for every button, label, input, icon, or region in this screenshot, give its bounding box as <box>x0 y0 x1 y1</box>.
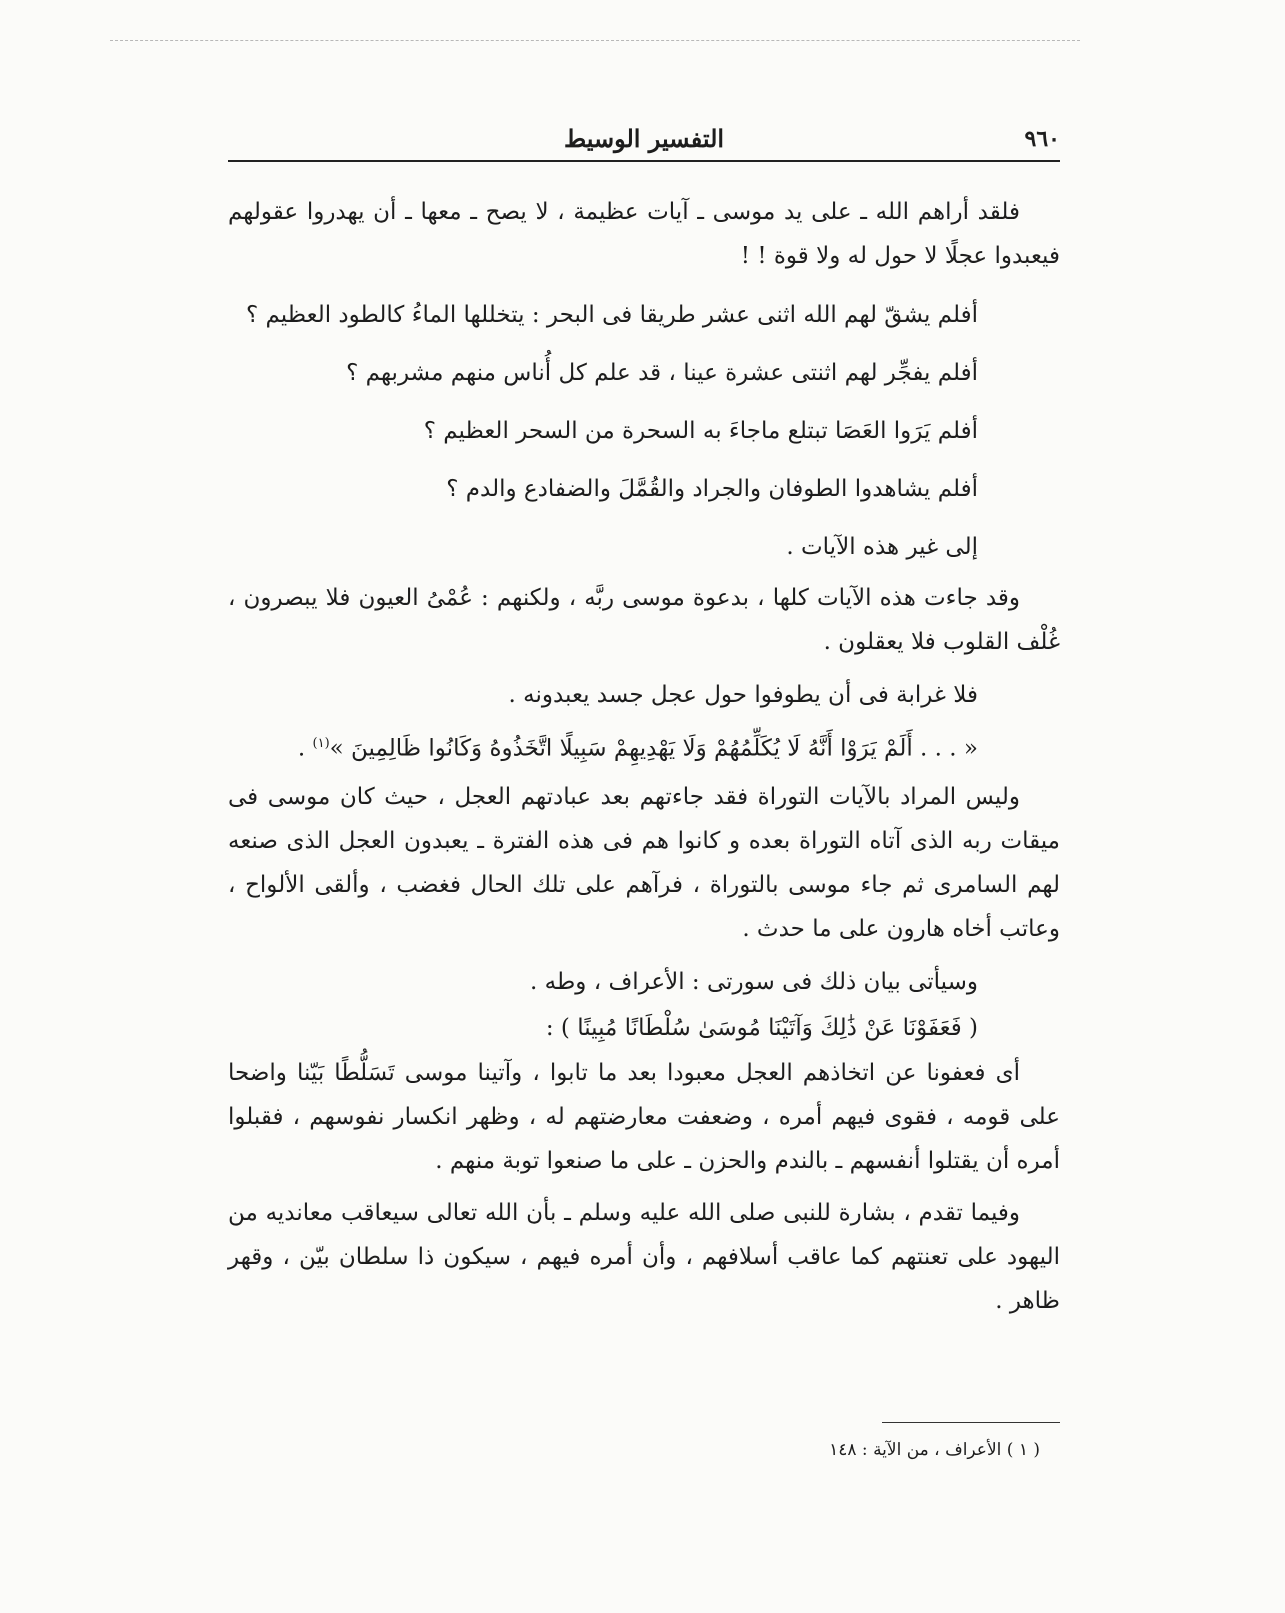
page-header <box>228 122 1060 160</box>
paragraph-1: فلقد أراهم الله ـ على يد موسى ـ آيات عظيمة ، لا يصح ـ معها ـ أن يهدروا عقولهم فيعبدوا عجلًا لا حول له ولا قوة ! ! <box>228 199 1060 269</box>
header-rule <box>228 160 1060 162</box>
book-page <box>228 0 1060 1613</box>
running-title: التفسير الوسيط <box>563 124 725 153</box>
question-4: أفلم يشاهدوا الطوفان والجراد والقُمَّلَ والضفادع والدم ؟ <box>446 476 978 502</box>
footnote-marker: (١) <box>312 736 330 751</box>
question-2: أفلم يفجِّر لهم اثنتى عشرة عينا ، قد علم كل أُناس منهم مشربهم ؟ <box>346 360 978 386</box>
quran-quote-1-end: . <box>297 735 306 762</box>
paragraph-2: وقد جاءت هذه الآيات كلها ، بدعوة موسى ربَّه ، ولكنهم : عُمْىُ العيون فلا يبصرون ، غُلْف القلوب فلا يعقلون . <box>228 585 1060 655</box>
quran-quote-1-text: « . . . أَلَمْ يَرَوْا أَنَّهُ لَا يُكَلِّمُهُمْ وَلَا يَهْدِيهِمْ سَبِيلًا اتَّخَذُوهُ وَكَانُوا ظَالِمِينَ » <box>329 735 978 762</box>
footnote-rule <box>882 1422 1060 1423</box>
question-3: أفلم يَرَوا العَصَا تبتلع ماجاءَ به السحرة من السحر العظيم ؟ <box>423 418 978 444</box>
paragraph-7: وفيما تقدم ، بشارة للنبى صلى الله عليه وسلم ـ بأن الله تعالى سيعاقب معانديه من اليهود على تعنتهم كما عاقب أسلافهم ، وأن أمره فيهم ، سيكون ذا سلطان بيّن ، وقهر ظاهر . <box>228 1199 1060 1314</box>
paragraph-4: وليس المراد بالآيات التوراة فقد جاءتهم بعد عبادتهم العجل ، حيث كان موسى فى ميقات ربه الذى آتاه التوراة بعده و كانوا هم فى هذه الفترة ـ يعبدون العجل الذى صنعه لهم السامرى ثم جاء موسى بالتوراة ، فرآهم على تلك الحال فغضب ، وألقى الألواح ، وعاتب أخاه هارون على ما حدث . <box>228 783 1060 942</box>
quran-quote-2: ( فَعَفَوْنَا عَنْ ذَٰلِكَ وَآتَيْنَا مُوسَىٰ سُلْطَانًا مُبِينًا ) : <box>545 1014 978 1041</box>
quran-quote-1 <box>228 718 1060 775</box>
paragraph-5: وسيأتى بيان ذلك فى سورتى : الأعراف ، وطه . <box>530 968 978 995</box>
paragraph-3: فلا غرابة فى أن يطوفوا حول عجل جسد يعبدونه . <box>508 682 978 708</box>
paragraph-6: أى فعفونا عن اتخاذهم العجل معبودا بعد ما تابوا ، وآتينا موسى تَسَلُّطًا بَيّنا واضحا على قومه ، فقوى فيهم أمره ، وضعفت معارضتهم له ، وظهر انكسار نفوسهم ، فقبلوا أمره أن يقتلوا أنفسهم ـ بالندم والحزن ـ على ما صنعوا توبة منهم . <box>228 1059 1060 1174</box>
page-number: ٩٦٠ <box>1024 126 1060 152</box>
page-body <box>228 190 1060 1331</box>
question-5: إلى غير هذه الآيات . <box>786 534 978 560</box>
question-1: أفلم يشقّ لهم الله اثنى عشر طريقا فى البحر : يتخللها الماءُ كالطود العظيم ؟ <box>245 302 978 328</box>
footnote: ( ١ ) الأعراف ، من الآية : ١٤٨ <box>829 1440 1040 1460</box>
